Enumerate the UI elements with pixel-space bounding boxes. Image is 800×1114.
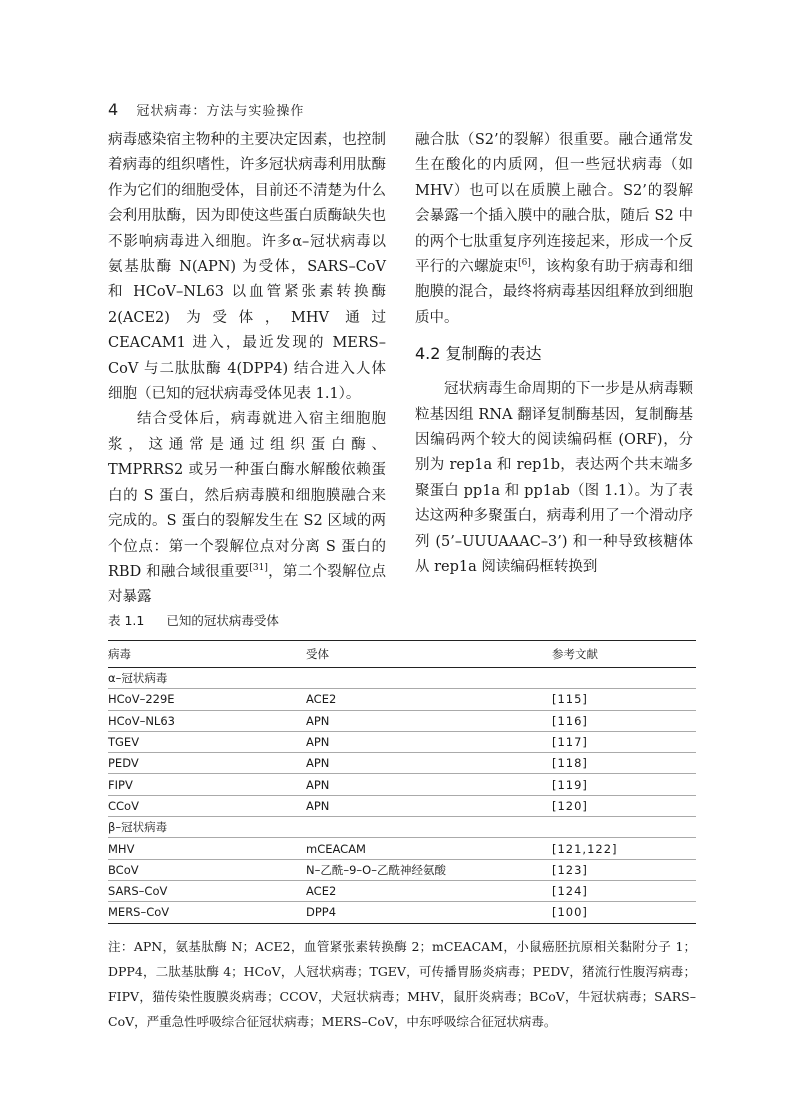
cell-receptor: mCEACAM — [306, 838, 552, 859]
table-row — [108, 689, 696, 710]
cell-virus: α–冠状病毒 — [108, 668, 306, 689]
cell-reference: [124] — [552, 880, 696, 901]
book-title: 冠状病毒：方法与实验操作 — [136, 104, 305, 119]
cell-reference — [552, 668, 696, 689]
table-notes — [108, 934, 696, 1034]
table-row — [108, 859, 696, 880]
cell-receptor: DPP4 — [306, 902, 552, 923]
cell-receptor: APN — [306, 753, 552, 774]
cell-reference: [119] — [552, 774, 696, 795]
right-column — [415, 128, 693, 581]
cell-receptor — [306, 817, 552, 838]
cell-virus: FIPV — [108, 774, 306, 795]
table-header-row — [108, 641, 696, 668]
table-notes-text: 注：APN，氨基肽酶 N；ACE2，血管紧张素转换酶 2；mCEACAM，小鼠癌胚抗原相关黏附分子 1；DPP4，二肽基肽酶 4；HCoV，人冠状病毒；TGEV，可传播胃肠炎病毒；PEDV，猪流行性腹泻病毒；FIPV，猫传染性腹膜炎病毒；CCOV，犬冠状病毒；MHV，鼠肝炎病毒；BCoV，牛冠状病毒；SARS–CoV，严重急性呼吸综合征冠状病毒；MERS–CoV，中东呼吸综合征冠状病毒。 — [108, 939, 696, 1029]
table-number: 表 1.1 — [108, 613, 145, 628]
cell-virus: MERS–CoV — [108, 902, 306, 923]
right-paragraph-1-text-a: 融合肽（S2’的裂解）很重要。融合通常发生在酸化的内质网，但一些冠状病毒（如 MHV）也可以在质膜上融合。S2’的裂解会暴露一个插入膜中的融合肽，随后 S2 中的两个七肽重复序列连接起来，形成一个反平行的六螺旋束 — [415, 132, 693, 276]
cell-reference: [123] — [552, 859, 696, 880]
cell-receptor: APN — [306, 774, 552, 795]
table-row — [108, 795, 696, 816]
table-row — [108, 880, 696, 901]
running-header — [108, 100, 304, 119]
cell-receptor: APN — [306, 710, 552, 731]
header-references: 参考文献 — [552, 641, 696, 668]
right-paragraph-1-text-b: ，该构象有助于病毒和细胞膜的混合，最终将病毒基因组释放到细胞质中。 — [415, 259, 694, 326]
section-heading: 4.2 复制酶的表达 — [415, 344, 542, 364]
cell-reference: [117] — [552, 731, 696, 752]
table-title: 已知的冠状病毒受体 — [166, 613, 279, 628]
cell-reference: [120] — [552, 795, 696, 816]
table-row — [108, 774, 696, 795]
cell-virus: CCoV — [108, 795, 306, 816]
cell-virus: SARS–CoV — [108, 880, 306, 901]
page-number: 4 — [108, 100, 120, 119]
right-paragraph-1 — [415, 128, 693, 331]
citation-6: [6] — [518, 258, 531, 269]
cell-reference: [100] — [552, 902, 696, 923]
left-paragraph-1: 病毒感染宿主物种的主要决定因素，也控制着病毒的组织嗜性，许多冠状病毒利用肽酶作为它们的细胞受体，目前还不清楚为什么会利用肽酶，因为即使这些蛋白质酶缺失也不影响病毒进入细胞。许多α–冠状病毒以氨基肽酶 N(APN) 为受体，SARS–CoV 和 HCoV–NL63 以血管紧张素转换酶 2(ACE2) 为受体，MHV 通过 CEACAM1 进入，最近发现的 MERS–CoV 与二肽肽酶 4(DPP4) 结合进入人体细胞（已知的冠状病毒受体见表 1.1）。 — [108, 132, 386, 403]
cell-virus: β–冠状病毒 — [108, 817, 306, 838]
cell-reference: [115] — [552, 689, 696, 710]
left-paragraph-2-text-a: 结合受体后，病毒就进入宿主细胞胞浆，这通常是通过组织蛋白酶、TMPRRS2 或另一种蛋白酶水解酸依赖蛋白的 S 蛋白，然后病毒膜和细胞膜融合来完成的。S 蛋白的裂解发生在 S2 区域的两个位点：第一个裂解位点对分离 S 蛋白的 RBD 和融合域很重要 — [108, 411, 386, 580]
cell-virus: MHV — [108, 838, 306, 859]
cell-virus: TGEV — [108, 731, 306, 752]
citation-31: [31] — [249, 563, 268, 574]
table-row — [108, 902, 696, 923]
cell-virus: HCoV–NL63 — [108, 710, 306, 731]
cell-reference: [116] — [552, 710, 696, 731]
table-row — [108, 731, 696, 752]
table-row — [108, 753, 696, 774]
right-paragraph-2: 冠状病毒生命周期的下一步是从病毒颗粒基因组 RNA 翻译复制酶基因，复制酶基因编码两个较大的阅读编码框 (ORF)，分别为 rep1a 和 rep1b，表达两个共末端多聚蛋白 pp1a 和 pp1ab（图 1.1）。为了表达这两种多聚蛋白，病毒利用了一个滑动序列 (5’–UUUAAAC–3’) 和一种导致核糖体从 rep1a 阅读编码框转换到 — [415, 381, 693, 576]
cell-receptor: ACE2 — [306, 689, 552, 710]
cell-virus: HCoV–229E — [108, 689, 306, 710]
left-paragraph-2 — [108, 407, 386, 610]
cell-reference: [121,122] — [552, 838, 696, 859]
table-row — [108, 838, 696, 859]
cell-receptor: ACE2 — [306, 880, 552, 901]
cell-receptor: APN — [306, 795, 552, 816]
header-receptor: 受体 — [306, 641, 552, 668]
receptor-table — [108, 640, 696, 924]
cell-receptor: APN — [306, 731, 552, 752]
cell-reference: [118] — [552, 753, 696, 774]
table-row — [108, 668, 696, 689]
table-row — [108, 817, 696, 838]
left-column — [108, 128, 386, 611]
cell-receptor — [306, 668, 552, 689]
left-paragraph-2-text-b: ，第二个裂解位点对暴露 — [108, 563, 387, 606]
table-caption — [108, 611, 279, 629]
cell-receptor: N–乙酰–9–O–乙酰神经氨酸 — [306, 859, 552, 880]
table-row — [108, 710, 696, 731]
cell-reference — [552, 817, 696, 838]
cell-virus: PEDV — [108, 753, 306, 774]
header-virus: 病毒 — [108, 641, 306, 668]
cell-virus: BCoV — [108, 859, 306, 880]
